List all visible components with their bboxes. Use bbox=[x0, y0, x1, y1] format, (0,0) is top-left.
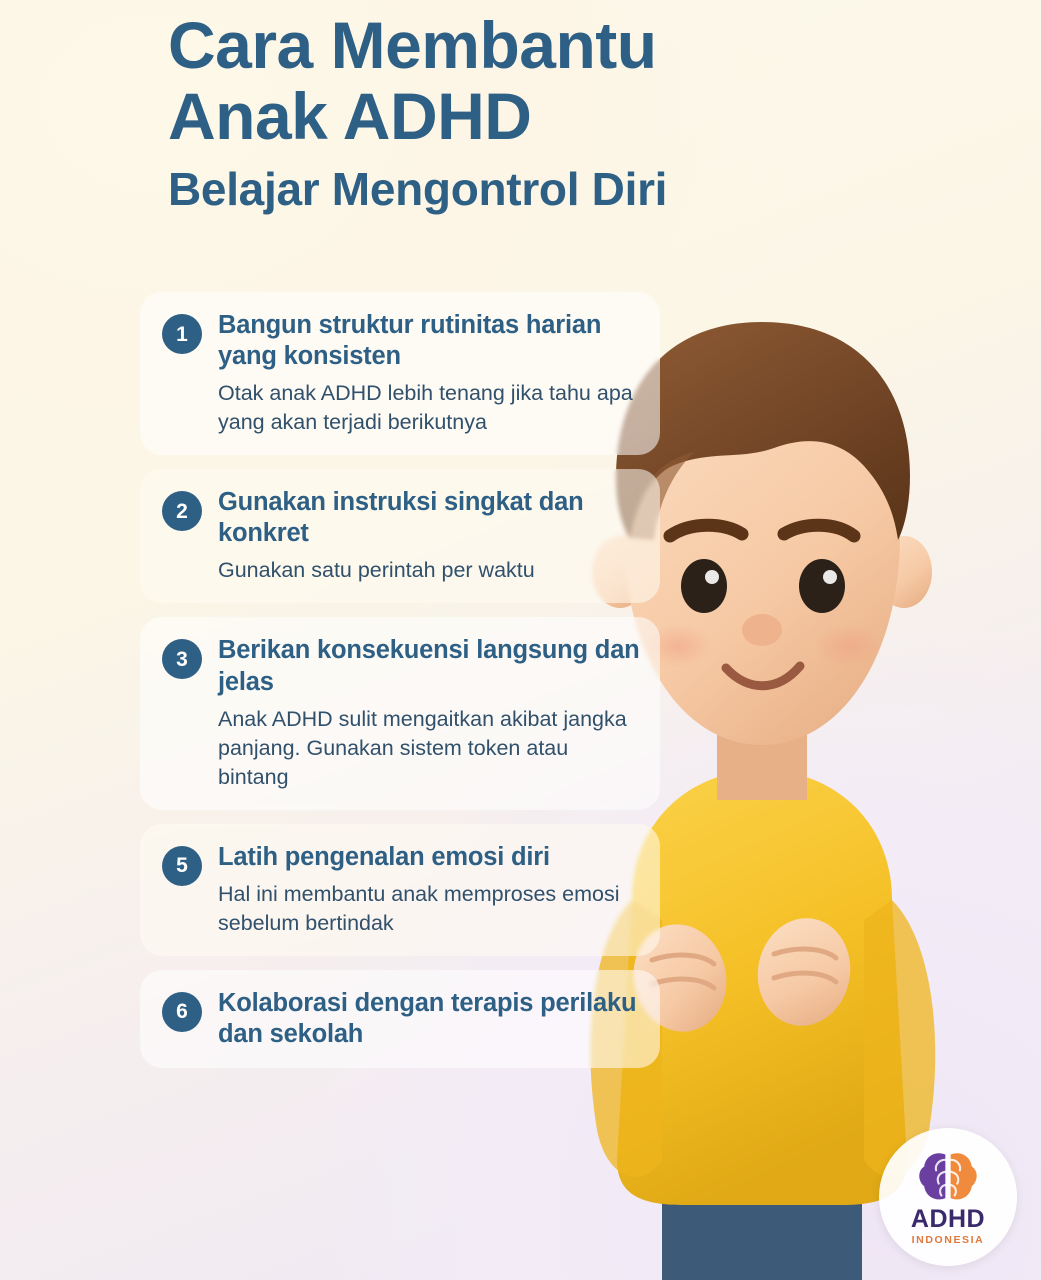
tip-card-1 bbox=[140, 292, 660, 455]
tip-number-badge: 5 bbox=[162, 846, 202, 886]
logo-subtitle: INDONESIA bbox=[911, 1233, 985, 1246]
tip-title: Berikan konsekuensi langsung dan jelas bbox=[218, 636, 640, 696]
tip-card-5 bbox=[140, 824, 660, 956]
page-title bbox=[168, 10, 968, 218]
title-line-2: Anak ADHD bbox=[168, 79, 532, 154]
tips-list bbox=[140, 292, 660, 1082]
tip-card-3 bbox=[140, 617, 660, 809]
tip-description: Hal ini membantu anak memproses emosi sebelum bertindak bbox=[218, 881, 620, 935]
tip-title: Kolaborasi dengan terapis perilaku dan sekolah bbox=[218, 988, 637, 1048]
tip-card-2 bbox=[140, 469, 660, 603]
title-line-1: Cara Membantu bbox=[168, 8, 657, 82]
tip-number-badge: 3 bbox=[162, 639, 202, 679]
tip-description: Anak ADHD sulit mengaitkan akibat jangka panjang. Gunakan sistem token atau bintang bbox=[218, 706, 627, 789]
tip-description: Gunakan satu perintah per waktu bbox=[218, 558, 535, 583]
tip-number-badge: 2 bbox=[162, 491, 202, 531]
tip-title: Latih pengenalan emosi diri bbox=[218, 842, 550, 871]
tip-description: Otak anak ADHD lebih tenang jika tahu apa yang akan terjadi berikutnya bbox=[218, 381, 633, 435]
tip-number-badge: 6 bbox=[162, 992, 202, 1032]
logo-name: ADHD bbox=[910, 1204, 986, 1233]
brand-logo bbox=[879, 1128, 1017, 1266]
tip-title: Bangun struktur rutinitas harian yang konsisten bbox=[218, 311, 602, 371]
tip-title: Gunakan instruksi singkat dan konkret bbox=[218, 488, 584, 548]
tip-card-6 bbox=[140, 970, 660, 1068]
tip-number-badge: 1 bbox=[162, 314, 202, 354]
title-line-3: Belajar Mengontrol Diri bbox=[168, 162, 668, 215]
brain-icon bbox=[915, 1149, 981, 1205]
